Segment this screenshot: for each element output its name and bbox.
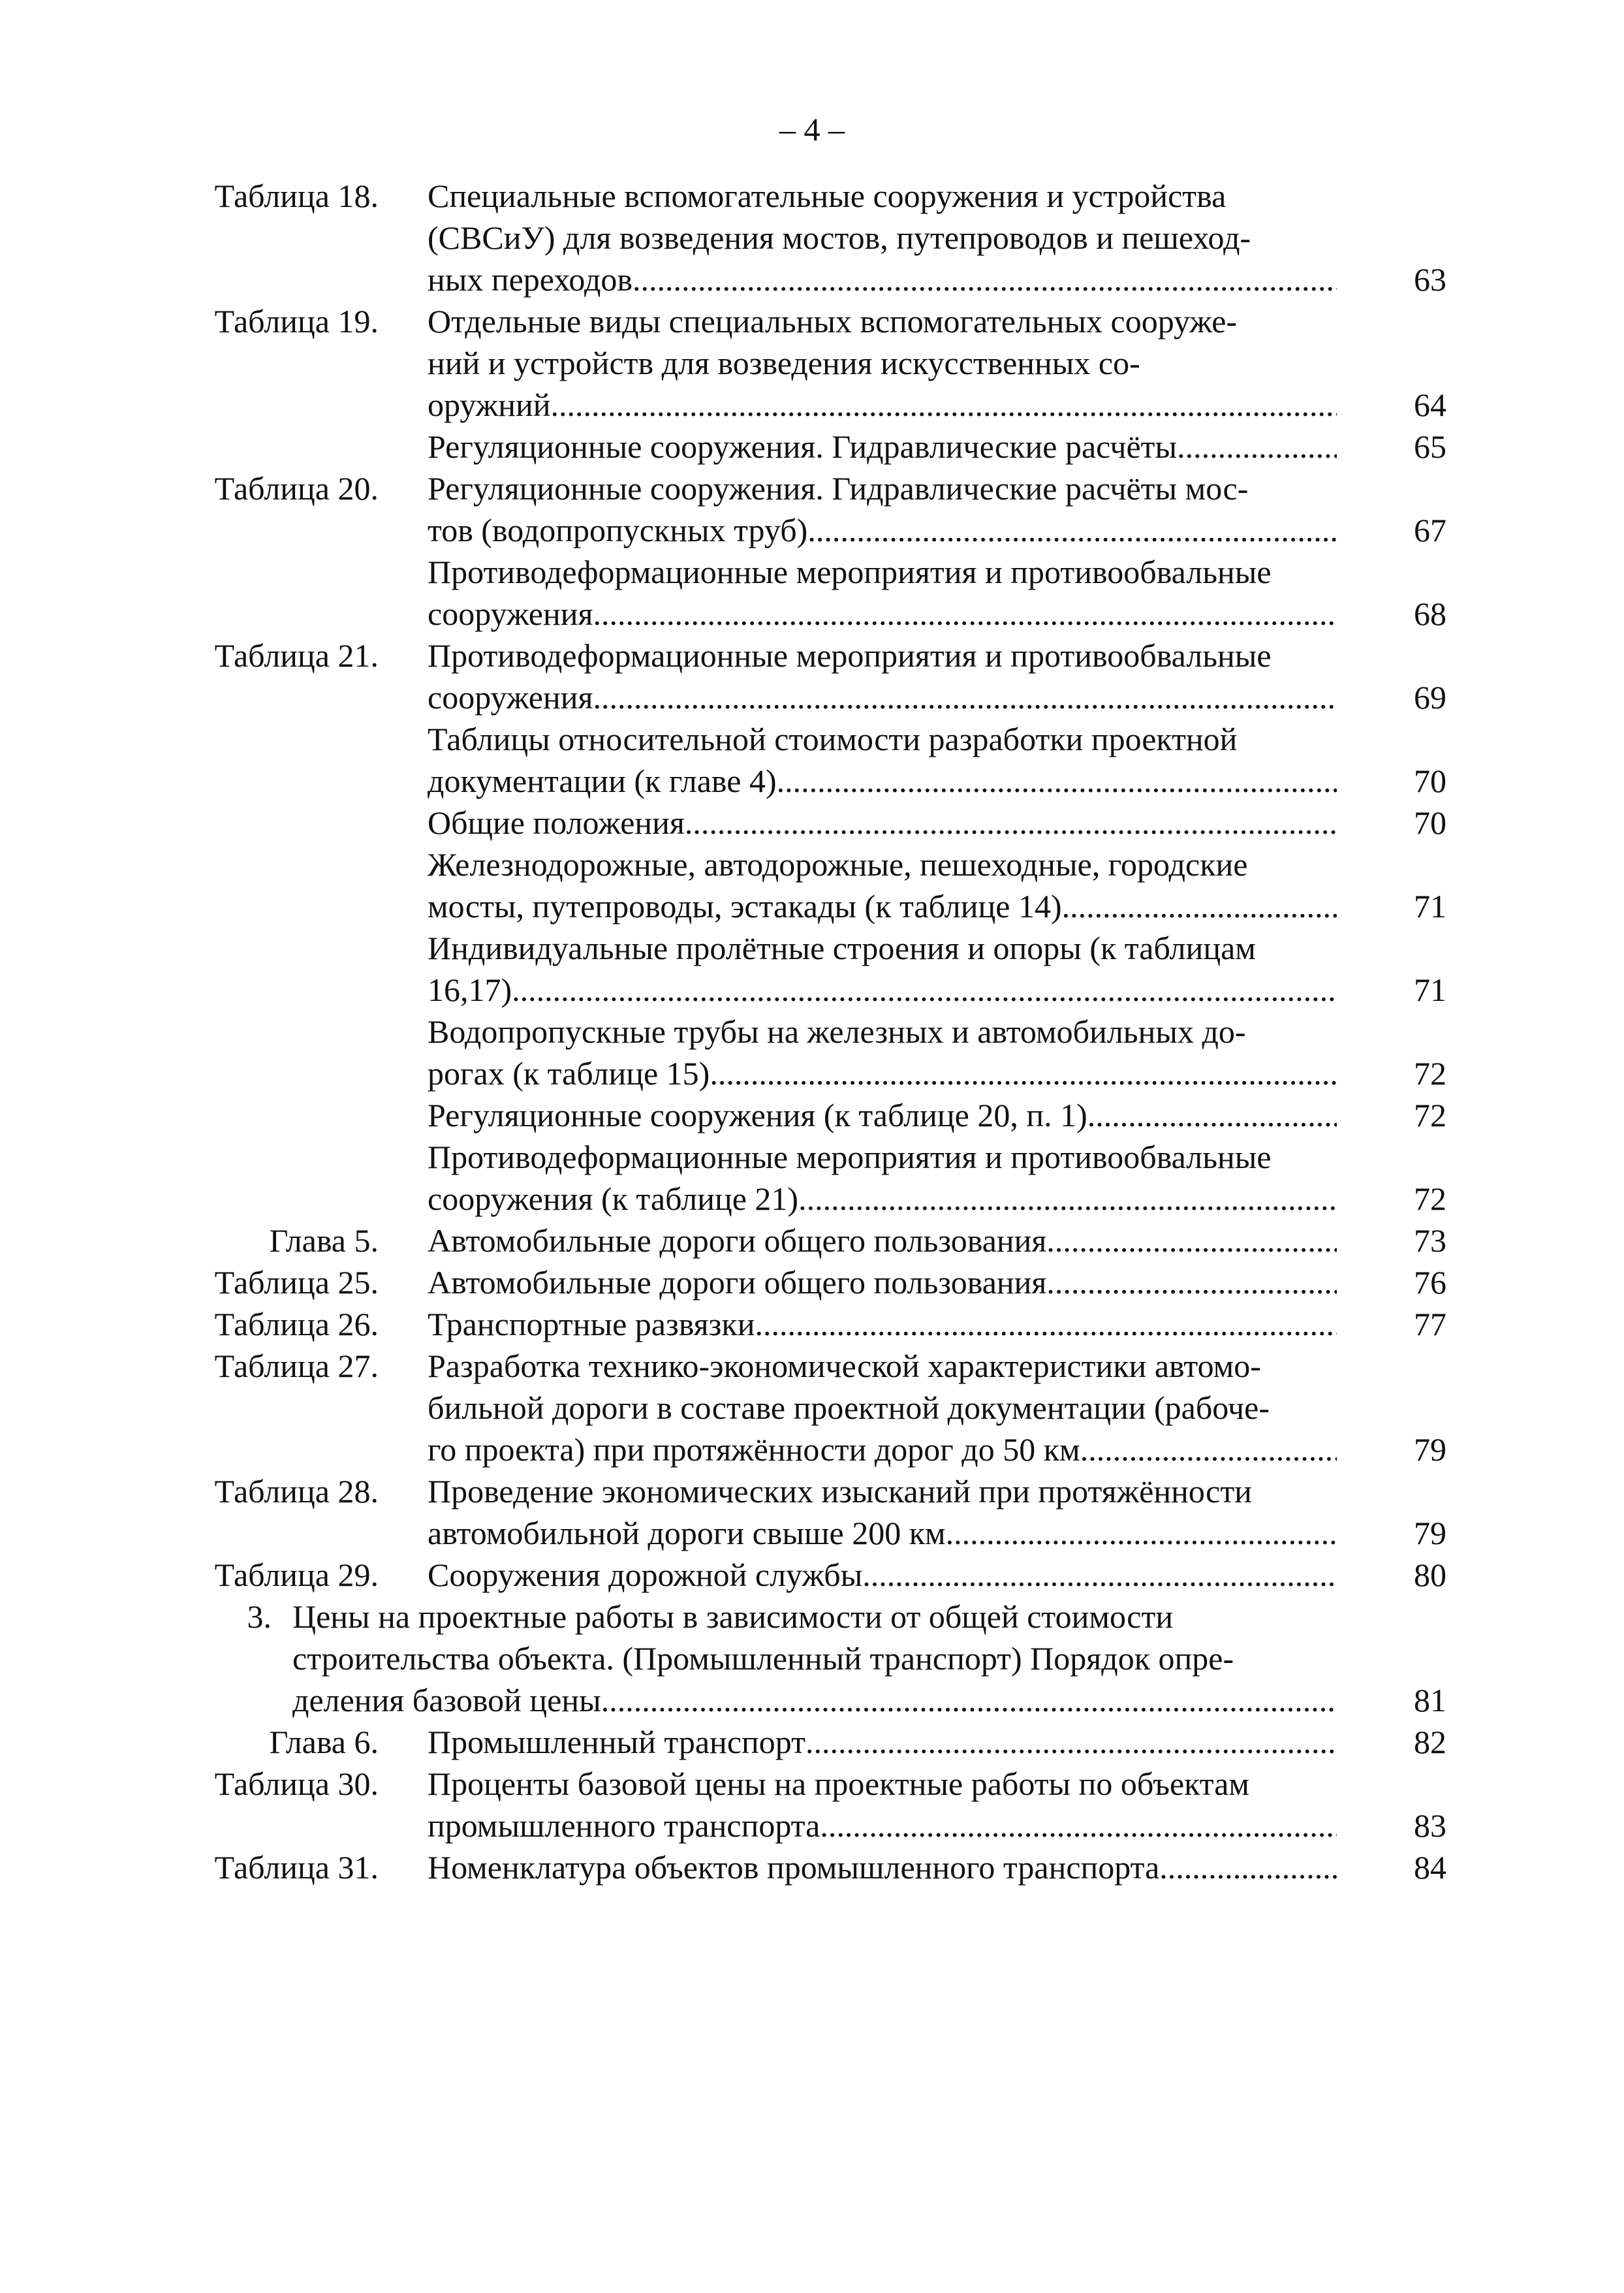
dot-leader [593, 593, 1337, 635]
dot-leader [946, 1512, 1337, 1554]
dot-leader [593, 676, 1337, 718]
toc-entry-page-number: 71 [1414, 972, 1446, 1008]
toc-entry [0, 1596, 1624, 1721]
toc-entry-page-number: 72 [1414, 1180, 1446, 1217]
toc-entry [0, 1136, 1624, 1220]
toc-entry [0, 1261, 1624, 1303]
toc-entry-page-number: 64 [1414, 387, 1446, 423]
toc-entry-text-line: Специальные вспомогательные сооружения и устройства [428, 178, 1226, 214]
toc-entry-title-end: 16,17) [428, 972, 512, 1008]
toc-entry-text-line: строительства объекта. (Промышленный транспорт) Порядок опре- [292, 1640, 1234, 1677]
dot-leader [1080, 1429, 1337, 1470]
dot-leader [1087, 1094, 1337, 1136]
toc-entry [0, 927, 1624, 1011]
toc-entry-page-number: 82 [1414, 1724, 1446, 1760]
toc-entry [0, 718, 1624, 802]
toc-entry-page-number: 83 [1414, 1807, 1446, 1844]
toc-entry-text-line: Водопропускные трубы на железных и автомобильных до- [428, 1013, 1246, 1050]
toc-entry-text-line: Противодеформационные мероприятия и противообвальные [428, 1139, 1272, 1175]
toc-entry-title-end: автомобильной дороги свыше 200 км [428, 1515, 946, 1551]
toc-entry-text-line: Проценты базовой цены на проектные работы по объектам [428, 1765, 1250, 1802]
toc-entry-label: Таблица 25. [214, 1264, 379, 1301]
toc-entry-label: Таблица 19. [214, 303, 379, 340]
toc-entry-page-number: 84 [1414, 1849, 1446, 1886]
toc-entry-text-line: Железнодорожные, автодорожные, пешеходные, городские [428, 846, 1248, 883]
toc-entry-title-end: оружний [428, 387, 551, 423]
dot-leader [685, 802, 1337, 844]
dot-leader [710, 1052, 1337, 1094]
toc-entry-label: Таблица 26. [214, 1306, 379, 1342]
toc-entry-title-end: ных переходов [428, 261, 633, 298]
toc-entry-label: 3. [247, 1598, 272, 1635]
toc-entry [0, 300, 1624, 426]
dot-leader [512, 969, 1337, 1011]
toc-entry-text-line: бильной дороги в составе проектной документации (рабоче- [428, 1389, 1270, 1426]
dot-leader [1159, 1846, 1337, 1888]
toc-entry-page-number: 79 [1414, 1431, 1446, 1468]
toc-entry-title-end: Сооружения дорожной службы [428, 1557, 863, 1593]
toc-entry-text-line: (СВСиУ) для возведения мостов, путепроводов и пешеход- [428, 219, 1251, 256]
toc-entry [0, 1846, 1624, 1888]
toc-entry [0, 1721, 1624, 1763]
dot-leader [755, 1303, 1337, 1345]
dot-leader [601, 1679, 1337, 1721]
toc-entry [0, 1094, 1624, 1136]
toc-entry-title-end: деления базовой цены [292, 1682, 601, 1718]
toc-entry-page-number: 76 [1414, 1264, 1446, 1301]
toc-entry-label: Таблица 20. [214, 470, 379, 507]
toc-entry-text-line: Цены на проектные работы в зависимости от общей стоимости [292, 1598, 1174, 1635]
dot-leader [820, 1805, 1337, 1846]
dot-leader [798, 1178, 1337, 1220]
toc-entry-title-end: тов (водопропускных труб) [428, 512, 808, 548]
toc-entry-title-end: Регуляционные сооружения (к таблице 20, п. 1) [428, 1097, 1087, 1133]
toc-entry-title-end: Регуляционные сооружения. Гидравлические расчёты [428, 428, 1178, 465]
toc-entry-text-line: Противодеформационные мероприятия и противообвальные [428, 554, 1272, 590]
toc-entry-title-end: Автомобильные дороги общего пользования [428, 1264, 1047, 1301]
toc-entry-title-end: сооружения (к таблице 21) [428, 1180, 799, 1217]
toc-entry-text-line: Индивидуальные пролётные строения и опоры (к таблицам [428, 930, 1256, 966]
toc-entry-text-line: Регуляционные сооружения. Гидравлические расчёты мос- [428, 470, 1249, 507]
toc-entry [0, 1345, 1624, 1470]
dot-leader [777, 760, 1337, 802]
toc-entry-text-line: Противодеформационные мероприятия и противообвальные [428, 637, 1272, 674]
toc-entry-title-end: сооружения [428, 679, 593, 716]
toc-entry-title-end: Номенклатура объектов промышленного транспорта [428, 1849, 1160, 1886]
toc-entry-title-end: Промышленный транспорт [428, 1724, 805, 1760]
toc-entry-label: Таблица 29. [214, 1557, 379, 1593]
dot-leader [1046, 1261, 1337, 1303]
toc-entry-page-number: 71 [1414, 888, 1446, 925]
dot-leader [632, 259, 1337, 300]
toc-entry-title-end: мосты, путепроводы, эстакады (к таблице 14) [428, 888, 1062, 925]
toc-entry [0, 1554, 1624, 1596]
toc-entry [0, 1763, 1624, 1846]
toc-entry [0, 175, 1624, 300]
dot-leader [805, 1721, 1337, 1763]
toc-entry-label: Глава 6. [269, 1724, 379, 1760]
toc-entry-title-end: Общие положения [428, 804, 685, 841]
toc-entry [0, 1303, 1624, 1345]
toc-entry-page-number: 81 [1414, 1682, 1446, 1718]
dot-leader [1062, 885, 1337, 927]
toc-entry-page-number: 69 [1414, 679, 1446, 716]
toc-entry-label: Таблица 31. [214, 1849, 379, 1886]
toc-entry-page-number: 72 [1414, 1055, 1446, 1092]
toc-entry-page-number: 63 [1414, 261, 1446, 298]
toc-entry-page-number: 79 [1414, 1515, 1446, 1551]
toc-entry-title-end: го проекта) при протяжённости дорог до 50 км [428, 1431, 1080, 1468]
dot-leader [1046, 1220, 1337, 1261]
toc-entry-page-number: 72 [1414, 1097, 1446, 1133]
toc-entry-page-number: 70 [1414, 763, 1446, 799]
toc-entry-text-line: Таблицы относительной стоимости разработки проектной [428, 721, 1238, 757]
toc-entry [0, 1220, 1624, 1261]
toc-entry [0, 802, 1624, 844]
toc-entry-label: Глава 5. [269, 1222, 379, 1259]
toc-entry-text-line: Отдельные виды специальных вспомогательных сооруже- [428, 303, 1238, 340]
toc-entry-text-line: Разработка технико-экономической характеристики автомо- [428, 1348, 1261, 1384]
dot-leader [551, 384, 1337, 426]
toc-entry-title-end: рогах (к таблице 15) [428, 1055, 710, 1092]
toc-entry-page-number: 67 [1414, 512, 1446, 548]
toc-entry [0, 1011, 1624, 1094]
toc-entry [0, 635, 1624, 718]
toc-entry-text-line: ний и устройств для возведения искусственных со- [428, 345, 1140, 381]
toc-entry-page-number: 70 [1414, 804, 1446, 841]
toc-entry [0, 426, 1624, 467]
toc-entry-label: Таблица 30. [214, 1765, 379, 1802]
table-of-contents [0, 175, 1624, 1888]
toc-entry-page-number: 65 [1414, 428, 1446, 465]
dot-leader [807, 509, 1337, 551]
toc-entry [0, 1470, 1624, 1554]
toc-entry [0, 844, 1624, 927]
toc-entry-title-end: документации (к главе 4) [428, 763, 777, 799]
toc-entry [0, 551, 1624, 635]
toc-entry-title-end: Автомобильные дороги общего пользования [428, 1222, 1047, 1259]
dot-leader [862, 1554, 1337, 1596]
toc-entry-text-line: Проведение экономических изысканий при протяжённости [428, 1473, 1252, 1510]
toc-entry-label: Таблица 21. [214, 637, 379, 674]
toc-entry-label: Таблица 18. [214, 178, 379, 214]
toc-entry-title-end: промышленного транспорта [428, 1807, 820, 1844]
dot-leader [1177, 426, 1337, 467]
toc-entry-page-number: 80 [1414, 1557, 1446, 1593]
toc-entry-title-end: Транспортные развязки [428, 1306, 755, 1342]
toc-entry-title-end: сооружения [428, 595, 593, 632]
toc-entry-page-number: 77 [1414, 1306, 1446, 1342]
toc-entry-page-number: 73 [1414, 1222, 1446, 1259]
toc-entry-label: Таблица 28. [214, 1473, 379, 1510]
toc-entry-label: Таблица 27. [214, 1348, 379, 1384]
toc-entry-page-number: 68 [1414, 595, 1446, 632]
page-number: – 4 – [779, 111, 845, 148]
toc-entry [0, 467, 1624, 551]
